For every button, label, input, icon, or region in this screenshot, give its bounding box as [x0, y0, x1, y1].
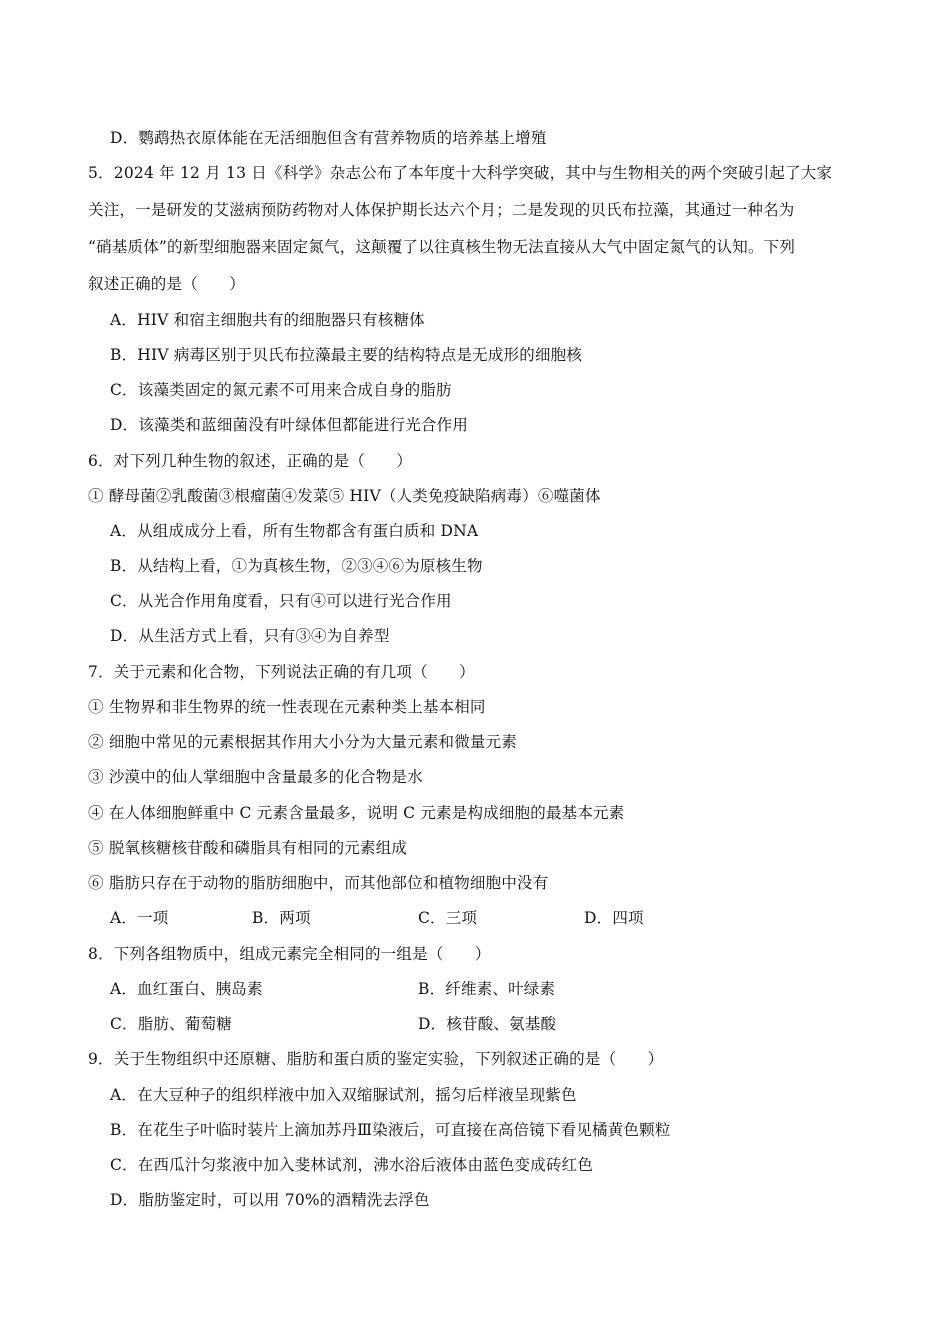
- q7-item-5: ⑤ 脱氧核糖核苷酸和磷脂具有相同的元素组成: [88, 839, 408, 857]
- q6-option-a: A．从组成成分上看，所有生物都含有蛋白质和 DNA: [110, 522, 479, 540]
- q5-option-d: D．该藻类和蓝细菌没有叶绿体但都能进行光合作用: [110, 416, 469, 434]
- q7-option-b: B．两项: [252, 909, 311, 927]
- q8-option-c: C．脂肪、葡萄糖: [110, 1015, 232, 1033]
- q6-option-c: C．从光合作用角度看，只有④可以进行光合作用: [110, 592, 452, 610]
- q7-item-6: ⑥ 脂肪只存在于动物的脂肪细胞中，而其他部位和植物细胞中没有: [88, 874, 549, 892]
- q8-stem: 8．下列各组物质中，组成元素完全相同的一组是（ ）: [88, 945, 491, 963]
- q6-stem: 6．对下列几种生物的叙述，正确的是（ ）: [88, 452, 413, 470]
- q5-option-b: B．HIV 病毒区别于贝氏布拉藻最主要的结构特点是无成形的细胞核: [110, 346, 583, 364]
- q9-option-b: B．在花生子叶临时装片上滴加苏丹Ⅲ染液后，可直接在高倍镜下看见橘黄色颗粒: [110, 1121, 671, 1139]
- q7-item-3: ③ 沙漠中的仙人掌细胞中含量最多的化合物是水: [88, 768, 423, 786]
- q7-option-a: A．一项: [110, 909, 169, 927]
- q7-item-2: ② 细胞中常见的元素根据其作用大小分为大量元素和微量元素: [88, 733, 518, 751]
- q7-stem: 7．关于元素和化合物，下列说法正确的有几项（ ）: [88, 663, 475, 681]
- q6-organism-list: ① 酵母菌②乳酸菌③根瘤菌④发菜⑤ HIV（人类免疫缺陷病毒）⑥噬菌体: [88, 487, 601, 505]
- q9-stem: 9．关于生物组织中还原糖、脂肪和蛋白质的鉴定实验，下列叙述正确的是（ ）: [88, 1050, 664, 1068]
- q9-option-a: A．在大豆种子的组织样液中加入双缩脲试剂，摇匀后样液呈现紫色: [110, 1086, 577, 1104]
- q5-stem-line-2: 关注，一是研发的艾滋病预防药物对人体保护期长达六个月；二是发现的贝氏布拉藻，其通过一种名为: [88, 201, 795, 219]
- q7-option-d: D．四项: [584, 909, 644, 927]
- q8-option-d: D．核苷酸、氨基酸: [418, 1015, 557, 1033]
- q7-option-c: C．三项: [418, 909, 478, 927]
- q7-item-4: ④ 在人体细胞鲜重中 C 元素含量最多，说明 C 元素是构成细胞的最基本元素: [88, 804, 625, 822]
- q9-option-d: D．脂肪鉴定时，可以用 70%的酒精洗去浮色: [110, 1191, 430, 1209]
- q6-option-d: D．从生活方式上看，只有③④为自养型: [110, 627, 390, 645]
- q5-option-c: C．该藻类固定的氮元素不可用来合成自身的脂肪: [110, 381, 452, 399]
- q5-stem-line-1: 5．2024 年 12 月 13 日《科学》杂志公布了本年度十大科学突破，其中与生物相关的两个突破引起了大家: [88, 164, 833, 182]
- q7-item-1: ① 生物界和非生物界的统一性表现在元素种类上基本相同: [88, 698, 486, 716]
- q5-stem-line-4: 叙述正确的是（ ）: [88, 275, 246, 293]
- q8-option-b: B．纤维素、叶绿素: [418, 980, 556, 998]
- q6-option-b: B．从结构上看，①为真核生物，②③④⑥为原核生物: [110, 557, 483, 575]
- q9-option-c: C．在西瓜汁匀浆液中加入斐林试剂，沸水浴后液体由蓝色变成砖红色: [110, 1156, 594, 1174]
- q5-option-a: A．HIV 和宿主细胞共有的细胞器只有核糖体: [110, 311, 425, 329]
- q4-option-d: D．鹦鹉热衣原体能在无活细胞但含有营养物质的培养基上增殖: [110, 129, 547, 147]
- q5-stem-line-3: “硝基质体”的新型细胞器来固定氮气，这颠覆了以往真核生物无法直接从大气中固定氮气的认知。下列: [88, 238, 796, 256]
- q8-option-a: A．血红蛋白、胰岛素: [110, 980, 263, 998]
